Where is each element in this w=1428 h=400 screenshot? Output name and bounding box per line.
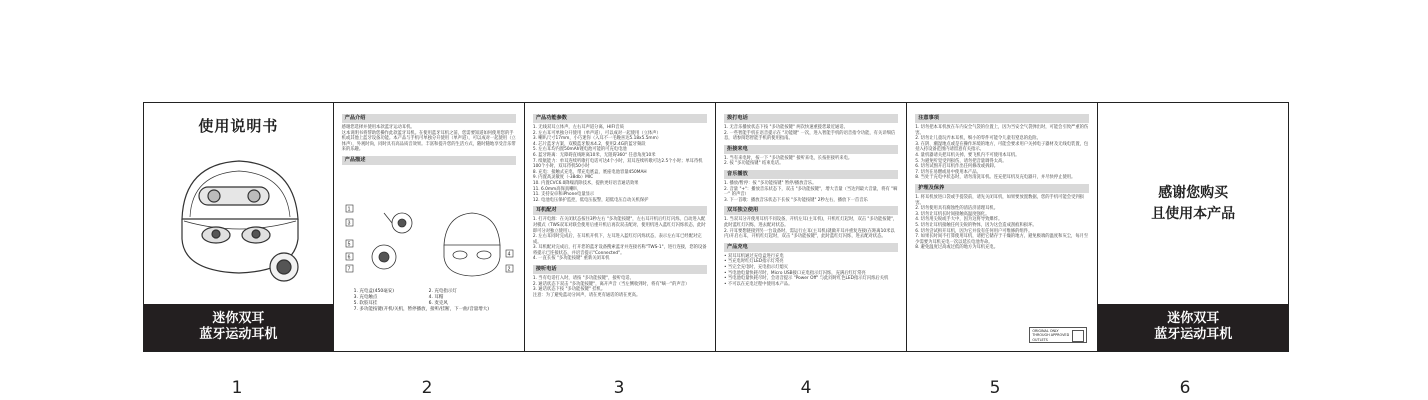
callout-label: 5 bbox=[347, 241, 351, 248]
certification-mark-icon bbox=[1072, 330, 1084, 342]
legend-item: 7. 多功能按键(开机/关机，暂停播放，接听/挂断，下一曲/音量增大) bbox=[353, 307, 489, 312]
section-heading: 产品充电 bbox=[724, 243, 898, 252]
thanks-line-2: 且使用本产品 bbox=[1151, 206, 1236, 222]
parts-legend bbox=[354, 289, 504, 313]
thanks-line-1: 感谢您购买 bbox=[1158, 185, 1229, 201]
legend-item: 2. 充电指示灯 bbox=[428, 289, 457, 294]
panel-cover bbox=[144, 103, 334, 351]
section-heading: 注意事项 bbox=[915, 114, 1089, 123]
section-heading: 拒接来电 bbox=[724, 145, 898, 154]
page-number: 6 bbox=[1179, 378, 1191, 398]
page-number: 4 bbox=[800, 378, 812, 398]
section-text: 1. 当有电话打入时，请按 "多功能按键"，接听电话。 2. 通话状态下双击 "多功能按键"，离开声音（当左侧收到时，将有"嘀一"的声音） 3. 通话状态下按 "多功能按键" 挂机。 注意：为了避免蓝动分回声，请在更有通话的请在更高。 bbox=[532, 276, 690, 298]
callout-label: 2 bbox=[507, 266, 511, 273]
callout-label: 4 bbox=[507, 251, 511, 258]
page-number: 1 bbox=[231, 378, 243, 398]
legend-item: 5. 软胶耳挂 bbox=[353, 301, 378, 306]
panel-back-cover bbox=[1098, 103, 1288, 351]
legend-item: 4. 耳帽 bbox=[428, 295, 444, 300]
section-heading: 产品描述 bbox=[342, 156, 516, 165]
section-text: 1. 播放/暂停：按 "多功能按键" 暂停/播放音乐。 2. 音量 "+"：播放音乐状态下，双击 "多功能按键"，增大音量（当达到最大音量，将有 "嘀一" 的声音） 3. 下一首歌：播放音乐状态下长按 "多功能按键" 2秒左右，播放下一首音乐 bbox=[724, 180, 898, 203]
thanks-message bbox=[1098, 183, 1288, 225]
panel-specifications bbox=[525, 103, 716, 351]
certificate-text: ORIGINAL ONLY THROUGH APPROVED OUTLETS bbox=[1032, 329, 1070, 342]
panel-operation bbox=[716, 103, 907, 351]
panel-precautions bbox=[907, 103, 1098, 351]
section-heading: 护理及保养 bbox=[915, 184, 1089, 193]
manual-strip bbox=[143, 102, 1289, 352]
section-text: 1. 打开电源：在关闭状态按住3秒左右 "多功能按键"，左右耳开机后红灯闪烁，自动进入配对模式（TWS双耳对联会使用后重开机后再次双击配对，使用机进入蓝红灯闪烁状态，此时即可分对独立使用）。 2. 左右耳同时完成后，在耳机开机下，左耳进入蓝红灯闪烁状态，表示左右耳已经配对完成。 3. 耳机配对完成后，打开您的蓝牙设备搜索蓝牙并连接名称"TWS-1"，进行连接，您的设备将提示已连接状态，并语音提示"Connected"。 4. 一直长按 "多功能按键" 重新关闭耳机 bbox=[532, 217, 707, 262]
banner-line-1: 迷你双耳 bbox=[1167, 311, 1220, 326]
cover-banner bbox=[144, 304, 333, 351]
section-heading: 产品介绍 bbox=[342, 114, 516, 123]
back-banner bbox=[1098, 304, 1288, 351]
section-text: 1. 切勿把本耳机放在车内安全气袋的位置上，因为当安全气袋弹出时，可能会引致严重的伤害。 2. 切勿让儿童玩弄本耳机，细小的零件可能令儿童有窒息的危险。 3. 在阴、潮湿地点或是在操作环境的地方，可能会要求用户关掉电子器材及无线电装置，包括入持设备范围内请留意有关指示。 4. 量机器请关把耳机关掉，要飞机内不可使用本耳机。 5. 为避免听觉受到损伤，请勿把音量调得太高。 6. 切勿试图开启耳机作出任何修改或拆卸。 7. 切勿在易燃或易中使用本产品。 8. 当处于充电中状态时，请勿清洗耳机。连充把耳机及充电器开，并尽快停止使用。 bbox=[915, 125, 1089, 181]
certificate-box bbox=[1029, 327, 1087, 343]
banner-line-2: 蓝牙运动耳机 bbox=[199, 327, 278, 342]
section-text: 1. 当有来电时，按一下 "多功能按键" 接听来电，长按拒接听来电。 2. 按 "多功能按键" 结束电话。 bbox=[724, 155, 853, 167]
page-number: 2 bbox=[421, 378, 433, 398]
callout-label: 6 bbox=[347, 254, 351, 261]
section-heading: 耳机配对 bbox=[533, 206, 707, 215]
earbud-case-illustration bbox=[144, 139, 334, 289]
legend-item: 6. 麦克风 bbox=[428, 301, 448, 306]
section-text: • 双耳耳机通过充电盒进行充电 • 当充电时红灯LED指示灯常亮 • 当完全充电时，充电指示灯熄灭 • 当电池电量快耗尽时，Micro USB接口充电指示灯闪烁，充满后红灯常亮 • 当电池电量快耗尽时，会语音提示 "Power Off" 与此同时红色LED指示灯闪烁后关机 • 不可以在充电过程中使用本产品。 bbox=[724, 253, 889, 287]
callout-label: 3 bbox=[347, 220, 351, 227]
section-heading: 接听电话 bbox=[533, 265, 707, 274]
section-heading: 拨打电话 bbox=[724, 114, 898, 123]
section-text: 感谢您选择并使用本款蓝牙运动耳机。 这本说明书将帮助您操作此款蓝牙耳机。在使用蓝牙耳机之前，您需要知道如何使用您的手机或其他上蓝牙设备功能。本产品与手机可单独分开使用（单声道），可以成对一起使用（立体声），外观时尚，同时具有高品质音效果。丰富和提升您的生活方式，随时随地享受音乐带来的乐趣。 bbox=[341, 125, 516, 153]
banner-line-1: 迷你双耳 bbox=[212, 311, 265, 326]
callout-label: 1 bbox=[347, 206, 351, 213]
section-heading: 产品功能参数 bbox=[533, 114, 707, 123]
callout-label: 7 bbox=[347, 266, 351, 273]
panel-introduction bbox=[334, 103, 525, 351]
section-text: 1. 无线双耳立体声，左右耳声道分离，HIFI音质 2. 左右耳可单独分开使用（单声道），可以成对一起使用（立体声） 3. 喇叭尺寸17mm，小巧迷你（入耳不一毛晚喜达5.18x5.5mm） 4. 芯片蓝牙方案，双模蓝牙版本4.2，使用2.4G的蓝牙频段 5. 左右耳均内置50mAh锂电池可能的可充电电池 6. 蓝牙距离：无障碍直线距离10米，无阻碍360° 任意角度10米 7. 续航能力：单耳连续听歌打电话可达4个小时，双耳连续听歌可达2.5个小时；单耳待机100个小时，双耳待机50小时 8. 充电：接触式充电，带充电底盒，底座电池容量450MAH 9. 内置高灵敏度（-38db）MIC 10. 内置CVC6.0降噪消除技术，提供更好语音通话效果 11. 6.0mm高保真喇叭 11. 支持安卓和iPhone电量显示 12. 电池电压保护监控，低电压报警，超低电压自动关机保护 bbox=[532, 125, 703, 203]
banner-line-2: 蓝牙运动耳机 bbox=[1154, 327, 1233, 342]
section-text: 1. 当双耳分开使用耳机不同设备，开机左耳(主耳机)，开机红灯起时，双击 "多功能按键"，此时蓝红灯闪烁，进去配对状态。 2. 开耳要想链接到另一台设备时，需运行左耳(主耳机)就做开耳并重复连接(在距离10米以内)开启右耳，开机红灯起时，双击 "多功能按键"，此时蓝红灯闪烁，进去配对状态。 bbox=[724, 217, 898, 240]
product-diagram bbox=[334, 195, 524, 280]
legend-item: 3. 充电触点 bbox=[353, 295, 378, 300]
section-text: 1. 无音乐播放状态下按 "多功能按键" 两次快速重拨您最近通话。 2. 一些智能手机在语音提示在 "功能键" 一次，进入智能手机的语音指令功能，有关详细信息，请参阅您智能手机的使用指南。 bbox=[724, 125, 896, 142]
section-heading: 双耳独立使用 bbox=[724, 206, 898, 215]
section-heading: 音乐播放 bbox=[724, 170, 898, 179]
section-text: 1. 将耳机放进口袋或手提袋前，请先关闭耳机，如果要放置数据，您的手机可能会受到损害。 2. 切勿使用具有腐蚀性的清洁济清理耳机。 3. 切勿让耳机长时间接触高温度强化。 4. 切勿用尖锐或手大中，因为这将导致爆炸。 5. 切勿让耳机接触任何尖锐的物体，因为这会造成刮痕和损坏。 6. 切勿尝试拆开耳机，因为它并没有任何用户可维修的组件。 7. 如果长时间不打算使用耳机，请把它储存于干燥的地方，避免极端的温度和灰尘，每月至少需要为耳机充电一次以延长电池寿命。 8. 避免温度过高或过低的地方为耳机充电。 bbox=[915, 194, 1089, 251]
manual-title: 使用说明书 bbox=[198, 117, 279, 135]
legend-item: 1. 充电盒(450毫安) bbox=[353, 289, 394, 294]
page-number: 3 bbox=[613, 378, 625, 398]
page-number: 5 bbox=[989, 378, 1001, 398]
